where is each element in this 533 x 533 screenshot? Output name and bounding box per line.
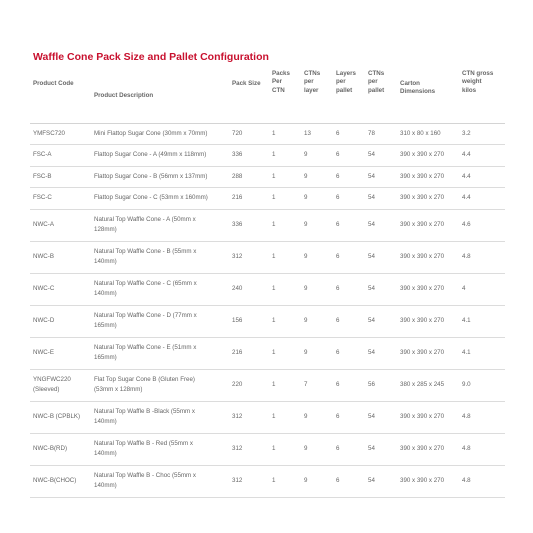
header-line: Layers — [336, 70, 356, 77]
cell-layers-per-pallet: 6 — [333, 166, 365, 188]
cell-ctns-per-pallet: 54 — [365, 305, 397, 337]
cell-layers-per-pallet: 6 — [333, 209, 365, 241]
cell-line: Mini Flattop Sugar Cone (30mm x 70mm) — [94, 129, 208, 137]
header-ctns-per-pallet — [365, 66, 397, 123]
table-row — [30, 465, 505, 497]
cell-ctns-per-layer: 9 — [301, 209, 333, 241]
table-row — [30, 209, 505, 241]
cell-gross-weight: 4.4 — [459, 188, 505, 210]
header-line: Packs — [272, 70, 290, 77]
cell-product-code — [30, 273, 91, 305]
cell-ctns-per-layer: 9 — [301, 305, 333, 337]
cell-packs-per-ctn: 1 — [269, 209, 301, 241]
cell-ctns-per-layer: 9 — [301, 337, 333, 369]
header-line: per — [368, 78, 378, 86]
cell-line: Natural Top Waffle B - Choc (55mm x — [94, 472, 197, 480]
table-row — [30, 273, 505, 305]
cell-product-description — [91, 145, 229, 167]
table-row — [30, 337, 505, 369]
cell-packs-per-ctn: 1 — [269, 241, 301, 273]
cell-product-description — [91, 369, 229, 401]
cell-line: 165mm) — [94, 354, 117, 361]
cell-product-description — [91, 166, 229, 188]
cell-carton-dimensions: 390 x 390 x 270 — [397, 337, 459, 369]
cell-product-code — [30, 465, 91, 497]
cell-packs-per-ctn: 1 — [269, 188, 301, 210]
cell-line: Natural Top Waffle Cone - C (65mm x — [94, 280, 197, 288]
cell-ctns-per-pallet: 54 — [365, 273, 397, 305]
cell-carton-dimensions: 390 x 390 x 270 — [397, 166, 459, 188]
table-row — [30, 369, 505, 401]
cell-gross-weight: 4.6 — [459, 209, 505, 241]
cell-ctns-per-pallet: 54 — [365, 337, 397, 369]
cell-ctns-per-pallet: 78 — [365, 123, 397, 145]
header-line: CTNs — [368, 70, 385, 77]
header-line: CTNs — [304, 70, 321, 77]
cell-line: Natural Top Waffle B -Black (55mm x — [94, 408, 195, 416]
cell-pack-size: 220 — [229, 369, 269, 401]
table-row — [30, 241, 505, 273]
cell-ctns-per-pallet: 54 — [365, 209, 397, 241]
cell-packs-per-ctn: 1 — [269, 123, 301, 145]
cell-packs-per-ctn: 1 — [269, 166, 301, 188]
cell-ctns-per-pallet: 54 — [365, 188, 397, 210]
cell-ctns-per-layer: 7 — [301, 369, 333, 401]
header-line: per — [336, 78, 346, 86]
cell-packs-per-ctn: 1 — [269, 273, 301, 305]
cell-product-code — [30, 123, 91, 145]
cell-product-code — [30, 401, 91, 433]
cell-carton-dimensions: 390 x 390 x 270 — [397, 305, 459, 337]
cell-line: NWC-B (CPBLK) — [33, 413, 81, 421]
cell-carton-dimensions: 380 x 285 x 245 — [397, 369, 459, 401]
cell-gross-weight: 3.2 — [459, 123, 505, 145]
cell-layers-per-pallet: 6 — [333, 188, 365, 210]
cell-ctns-per-pallet: 56 — [365, 369, 397, 401]
header-line: Per — [272, 78, 282, 86]
cell-line: Natural Top Waffle Cone - B (55mm x — [94, 248, 197, 256]
cell-packs-per-ctn: 1 — [269, 145, 301, 167]
cell-line: NWC-A — [33, 221, 54, 229]
header-packs-per-ctn — [269, 66, 301, 123]
cell-layers-per-pallet: 6 — [333, 123, 365, 145]
cell-line: NWC-B(RD) — [33, 445, 68, 453]
cell-carton-dimensions: 390 x 390 x 270 — [397, 188, 459, 210]
cell-pack-size: 216 — [229, 188, 269, 210]
cell-product-code — [30, 188, 91, 210]
header-line: per — [304, 78, 314, 86]
cell-line: FSC-B — [33, 172, 52, 180]
cell-line: NWC-B — [33, 253, 54, 261]
header-line: pallet — [336, 86, 353, 94]
cell-line: 140mm) — [94, 258, 117, 265]
cell-ctns-per-layer: 9 — [301, 166, 333, 188]
cell-product-description — [91, 465, 229, 497]
header-line: Carton — [400, 80, 420, 87]
cell-pack-size: 720 — [229, 123, 269, 145]
cell-layers-per-pallet: 6 — [333, 433, 365, 465]
cell-product-description — [91, 241, 229, 273]
cell-product-description — [91, 188, 229, 210]
cell-pack-size: 216 — [229, 337, 269, 369]
cell-line: Flattop Sugar Cone - C (53mm x 160mm) — [94, 194, 208, 202]
cell-pack-size: 312 — [229, 241, 269, 273]
header-product-code: Product Code — [30, 66, 91, 123]
header-line: layer — [304, 86, 319, 94]
pallet-configuration-table — [30, 66, 505, 498]
cell-packs-per-ctn: 1 — [269, 305, 301, 337]
cell-pack-size: 312 — [229, 401, 269, 433]
cell-line: 128mm) — [94, 226, 117, 233]
table-row — [30, 433, 505, 465]
cell-gross-weight: 4.1 — [459, 337, 505, 369]
header-line: weight — [462, 78, 482, 86]
cell-line: Natural Top Waffle Cone - A (50mm x — [94, 216, 196, 224]
cell-product-description — [91, 337, 229, 369]
cell-layers-per-pallet: 6 — [333, 337, 365, 369]
cell-pack-size: 312 — [229, 465, 269, 497]
cell-gross-weight: 4.1 — [459, 305, 505, 337]
cell-product-code — [30, 433, 91, 465]
page-title: Waffle Cone Pack Size and Pallet Configuration — [33, 51, 269, 63]
header-line: kilos — [462, 86, 477, 94]
cell-ctns-per-pallet: 54 — [365, 433, 397, 465]
cell-gross-weight: 4 — [459, 273, 505, 305]
cell-line: FSC-C — [33, 194, 52, 202]
cell-carton-dimensions: 390 x 390 x 270 — [397, 241, 459, 273]
cell-gross-weight: 4.4 — [459, 166, 505, 188]
header-line: Dimensions — [400, 88, 436, 96]
cell-line: YMFSC720 — [33, 129, 65, 137]
cell-ctns-per-layer: 9 — [301, 465, 333, 497]
cell-ctns-per-layer: 9 — [301, 188, 333, 210]
cell-gross-weight: 4.4 — [459, 145, 505, 167]
cell-layers-per-pallet: 6 — [333, 401, 365, 433]
cell-gross-weight: 4.8 — [459, 433, 505, 465]
cell-carton-dimensions: 310 x 80 x 160 — [397, 123, 459, 145]
cell-carton-dimensions: 390 x 390 x 270 — [397, 209, 459, 241]
cell-layers-per-pallet: 6 — [333, 305, 365, 337]
header-ctn-gross-weight — [459, 66, 505, 123]
cell-packs-per-ctn: 1 — [269, 369, 301, 401]
cell-line: 140mm) — [94, 418, 117, 425]
cell-pack-size: 312 — [229, 433, 269, 465]
cell-pack-size: 156 — [229, 305, 269, 337]
cell-line: NWC-B(CHOC) — [33, 477, 77, 485]
cell-product-code — [30, 241, 91, 273]
header-ctns-per-layer — [301, 66, 333, 123]
cell-line: YNGFWC220 — [33, 376, 71, 384]
cell-line: 140mm) — [94, 482, 117, 489]
cell-pack-size: 336 — [229, 209, 269, 241]
cell-line: Flattop Sugar Cone - A (49mm x 118mm) — [94, 151, 207, 159]
cell-ctns-per-layer: 9 — [301, 145, 333, 167]
cell-gross-weight: 4.8 — [459, 401, 505, 433]
cell-line: Flattop Sugar Cone - B (56mm x 137mm) — [94, 172, 208, 180]
cell-packs-per-ctn: 1 — [269, 401, 301, 433]
cell-ctns-per-pallet: 54 — [365, 465, 397, 497]
cell-packs-per-ctn: 1 — [269, 465, 301, 497]
header-carton-dimensions — [397, 66, 459, 123]
cell-gross-weight: 4.8 — [459, 465, 505, 497]
cell-ctns-per-pallet: 54 — [365, 241, 397, 273]
cell-pack-size: 336 — [229, 145, 269, 167]
cell-layers-per-pallet: 6 — [333, 241, 365, 273]
cell-carton-dimensions: 390 x 390 x 270 — [397, 401, 459, 433]
cell-product-code — [30, 209, 91, 241]
cell-ctns-per-layer: 9 — [301, 433, 333, 465]
cell-line: NWC-D — [33, 317, 55, 325]
cell-carton-dimensions: 390 x 390 x 270 — [397, 145, 459, 167]
cell-ctns-per-layer: 9 — [301, 401, 333, 433]
table-header-row — [30, 66, 505, 123]
cell-ctns-per-pallet: 54 — [365, 145, 397, 167]
cell-product-description — [91, 273, 229, 305]
cell-ctns-per-layer: 13 — [301, 123, 333, 145]
cell-line: 165mm) — [94, 322, 117, 329]
table-row — [30, 401, 505, 433]
cell-line: NWC-C — [33, 285, 55, 293]
table-row — [30, 123, 505, 145]
cell-line: 140mm) — [94, 290, 117, 297]
cell-packs-per-ctn: 1 — [269, 337, 301, 369]
cell-ctns-per-layer: 9 — [301, 241, 333, 273]
cell-gross-weight: 4.8 — [459, 241, 505, 273]
cell-carton-dimensions: 390 x 390 x 270 — [397, 273, 459, 305]
cell-packs-per-ctn: 1 — [269, 433, 301, 465]
cell-line: (53mm x 128mm) — [94, 386, 143, 393]
cell-product-description — [91, 209, 229, 241]
cell-carton-dimensions: 390 x 390 x 270 — [397, 465, 459, 497]
header-product-description: Product Description — [91, 66, 229, 123]
table-row — [30, 188, 505, 210]
cell-ctns-per-pallet: 54 — [365, 166, 397, 188]
cell-ctns-per-layer: 9 — [301, 273, 333, 305]
cell-line: Flat Top Sugar Cone B (Gluten Free) — [94, 376, 195, 384]
cell-product-code — [30, 305, 91, 337]
cell-product-description — [91, 305, 229, 337]
header-line: pallet — [368, 86, 385, 94]
table-row — [30, 166, 505, 188]
cell-line: Natural Top Waffle Cone - D (77mm x — [94, 312, 197, 320]
cell-line: FSC-A — [33, 151, 52, 159]
cell-carton-dimensions: 390 x 390 x 270 — [397, 433, 459, 465]
cell-line: Natural Top Waffle Cone - E (51mm x — [94, 344, 197, 352]
cell-pack-size: 288 — [229, 166, 269, 188]
cell-product-code — [30, 337, 91, 369]
table-row — [30, 305, 505, 337]
cell-line: 140mm) — [94, 450, 117, 457]
cell-layers-per-pallet: 6 — [333, 145, 365, 167]
cell-line: NWC-E — [33, 349, 54, 357]
cell-product-code — [30, 145, 91, 167]
cell-layers-per-pallet: 6 — [333, 465, 365, 497]
cell-pack-size: 240 — [229, 273, 269, 305]
header-pack-size: Pack Size — [229, 66, 269, 123]
cell-product-description — [91, 123, 229, 145]
cell-line: Natural Top Waffle B - Red (55mm x — [94, 440, 193, 448]
header-line: CTN gross — [462, 70, 494, 77]
cell-product-code — [30, 369, 91, 401]
header-layers-per-pallet — [333, 66, 365, 123]
cell-layers-per-pallet: 6 — [333, 273, 365, 305]
cell-layers-per-pallet: 6 — [333, 369, 365, 401]
table-row — [30, 145, 505, 167]
cell-ctns-per-pallet: 54 — [365, 401, 397, 433]
header-line: CTN — [272, 86, 285, 94]
cell-gross-weight: 9.0 — [459, 369, 505, 401]
cell-product-description — [91, 433, 229, 465]
cell-product-description — [91, 401, 229, 433]
cell-line: (Sleeved) — [33, 386, 60, 393]
cell-product-code — [30, 166, 91, 188]
